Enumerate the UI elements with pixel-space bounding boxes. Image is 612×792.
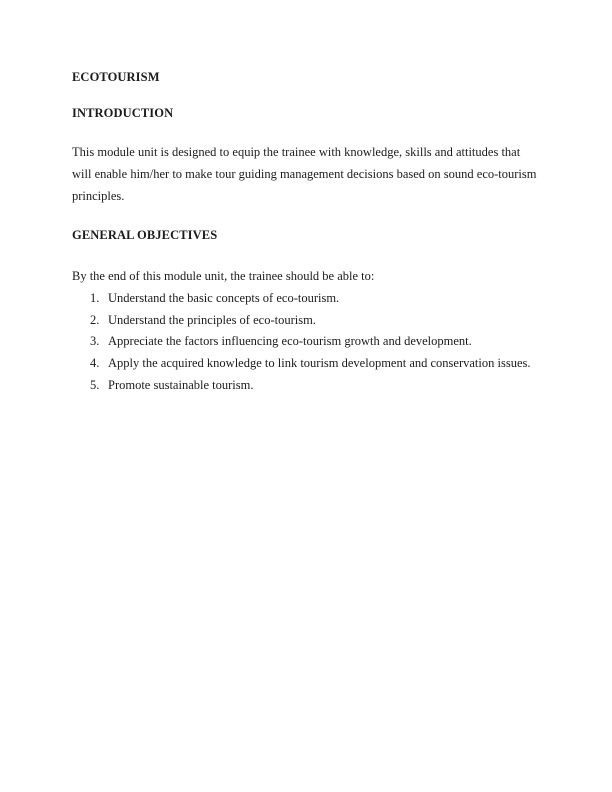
objective-text: Appreciate the factors influencing eco-tourism growth and development. <box>108 334 472 349</box>
objective-number: 1. <box>90 290 100 305</box>
objective-text: Promote sustainable tourism. <box>108 377 254 392</box>
general-objectives-heading: GENERAL OBJECTIVES <box>72 227 218 242</box>
objective-number: 3. <box>90 334 100 349</box>
introduction-paragraph: This module unit is designed to equip the trainee with knowledge, skills and attitudes that will enable him/her to make tour guiding management decisions based on sound eco-tourism principles. <box>72 145 537 203</box>
objective-text: Understand the principles of eco-tourism. <box>108 312 316 327</box>
objective-item-5 <box>72 375 540 397</box>
objectives-list <box>72 288 540 397</box>
objective-item-1 <box>72 288 540 310</box>
objective-number: 2. <box>90 312 100 327</box>
objective-text: Understand the basic concepts of eco-tourism. <box>108 290 340 305</box>
objective-item-3 <box>72 331 540 353</box>
objective-item-2 <box>72 310 540 332</box>
document-title: ECOTOURISM <box>72 70 160 84</box>
objectives-lead-text: By the end of this module unit, the trainee should be able to: <box>72 269 375 284</box>
introduction-heading: INTRODUCTION <box>72 105 174 120</box>
objective-item-4 <box>72 353 540 375</box>
objective-number: 4. <box>90 356 100 371</box>
objective-text: Apply the acquired knowledge to link tourism development and conservation issues. <box>108 356 531 371</box>
objective-number: 5. <box>90 377 100 392</box>
